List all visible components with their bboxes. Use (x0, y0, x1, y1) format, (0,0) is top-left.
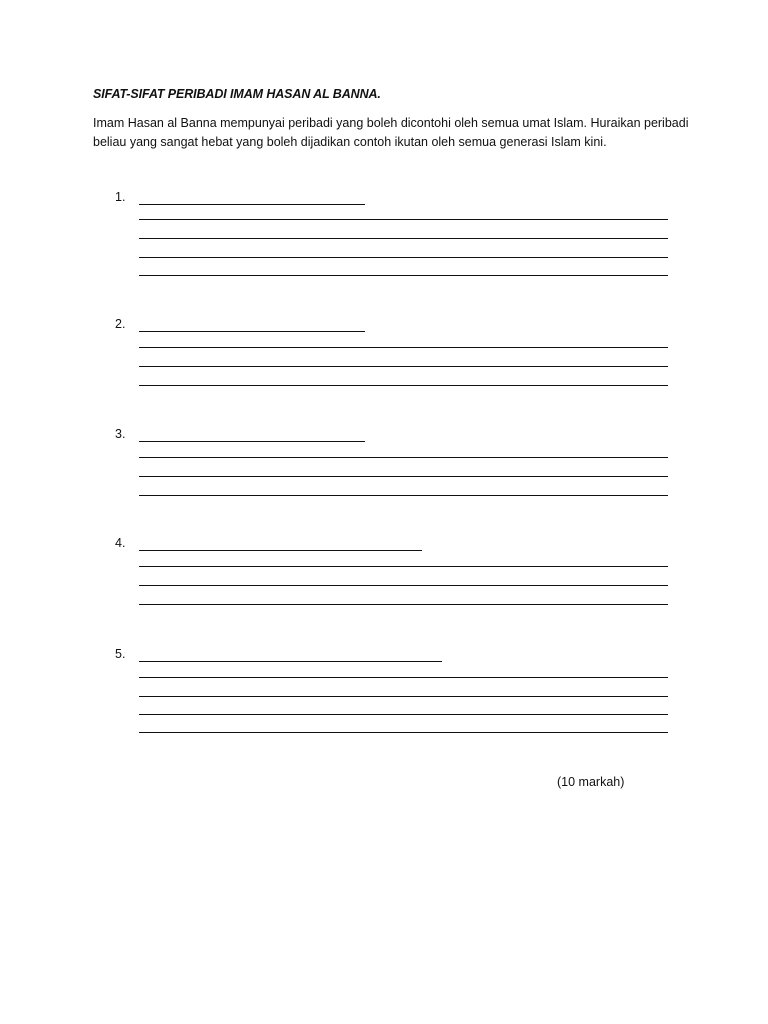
answer-heading-line[interactable] (139, 204, 365, 205)
answer-line[interactable] (139, 696, 668, 697)
question-number: 3. (115, 427, 126, 441)
answer-line[interactable] (139, 457, 668, 458)
answer-heading-line[interactable] (139, 550, 422, 551)
answer-line[interactable] (139, 238, 668, 239)
answer-line[interactable] (139, 585, 668, 586)
answer-line[interactable] (139, 732, 668, 733)
question-number: 1. (115, 190, 126, 204)
answer-heading-line[interactable] (139, 441, 365, 442)
answer-line[interactable] (139, 714, 668, 715)
question-number: 2. (115, 317, 126, 331)
answer-line[interactable] (139, 604, 668, 605)
worksheet-instruction: Imam Hasan al Banna mempunyai peribadi yang boleh dicontohi oleh semua umat Islam. Huraikan peribadi beliau yang sangat hebat yang boleh dijadikan contoh ikutan oleh semua generasi Islam kini. (93, 116, 689, 149)
answer-line[interactable] (139, 366, 668, 367)
question-number: 4. (115, 536, 126, 550)
answer-line[interactable] (139, 495, 668, 496)
answer-line[interactable] (139, 566, 668, 567)
answer-heading-line[interactable] (139, 661, 442, 662)
question-number: 5. (115, 647, 126, 661)
answer-line[interactable] (139, 677, 668, 678)
answer-line[interactable] (139, 347, 668, 348)
worksheet-title: SIFAT-SIFAT PERIBADI IMAM HASAN AL BANNA. (93, 87, 381, 101)
answer-line[interactable] (139, 219, 668, 220)
answer-heading-line[interactable] (139, 331, 365, 332)
answer-line[interactable] (139, 275, 668, 276)
answer-line[interactable] (139, 476, 668, 477)
marks-label: (10 markah) (557, 775, 625, 789)
answer-line[interactable] (139, 385, 668, 386)
answer-line[interactable] (139, 257, 668, 258)
